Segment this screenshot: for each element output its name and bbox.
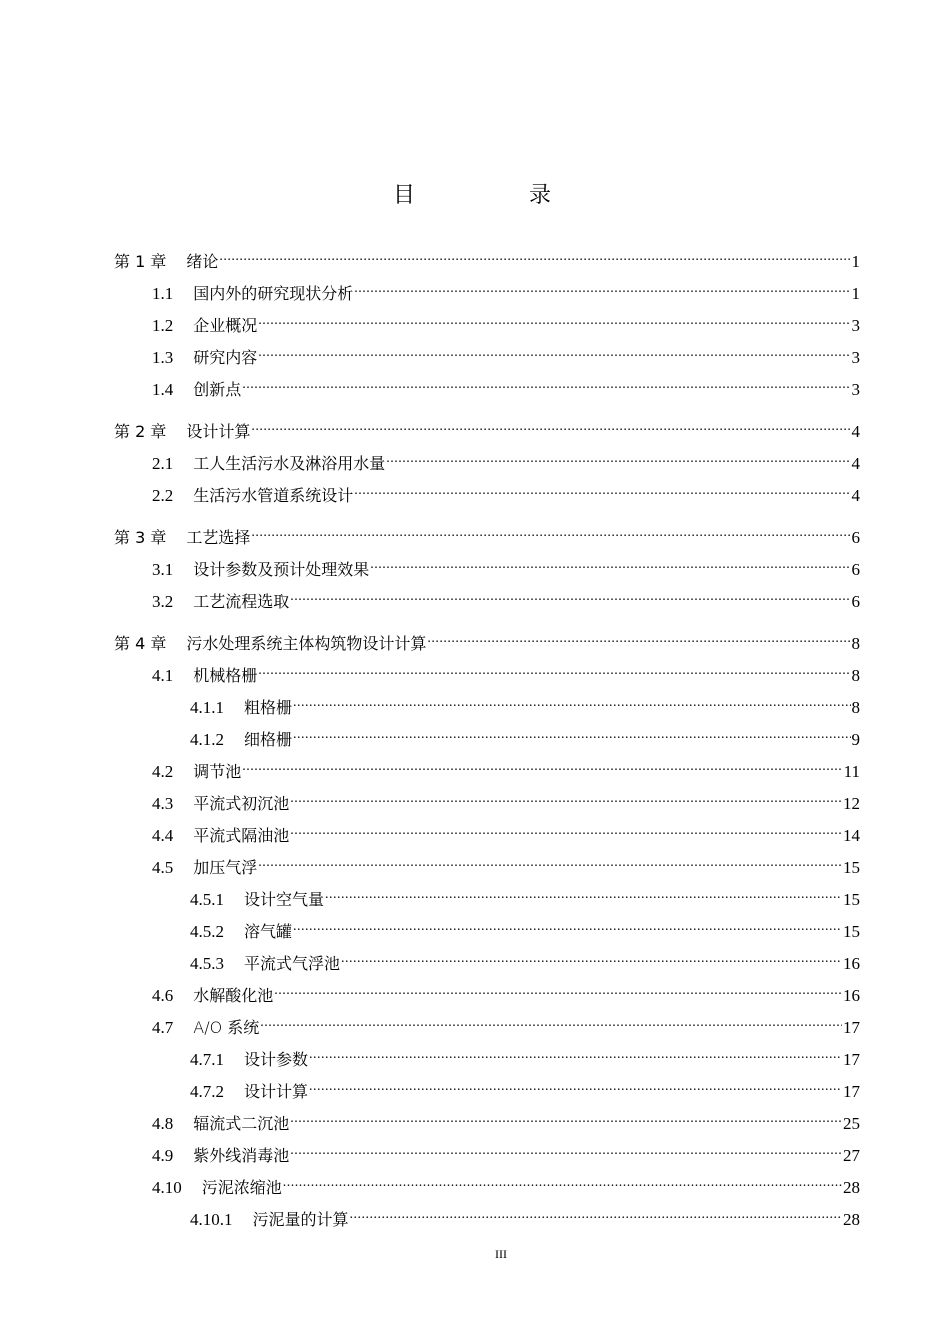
- toc-entry-page-number: 17: [843, 1082, 860, 1101]
- toc-title: 目 录: [392, 183, 597, 208]
- toc-entry-section[interactable]: [114, 1108, 860, 1140]
- toc-entry-label: 平流式隔油池: [193, 826, 290, 845]
- toc-dot-leader: [258, 661, 850, 681]
- toc-entry-label: 设计参数及预计处理效果: [193, 560, 370, 579]
- toc-entry-label: 国内外的研究现状分析: [193, 284, 354, 303]
- toc-entry-section[interactable]: [114, 278, 860, 310]
- toc-entry-number: 第 4 章: [114, 634, 167, 653]
- toc-entry-subsection[interactable]: [114, 1204, 860, 1236]
- toc-dot-leader: [242, 757, 842, 777]
- toc-entry-label: 设计计算: [186, 422, 251, 441]
- toc-dot-leader: [258, 311, 850, 331]
- toc-entry-number: 4.2: [152, 762, 174, 781]
- toc-dot-leader: [290, 789, 842, 809]
- toc-entry-page-number: 28: [843, 1178, 860, 1197]
- toc-entry-page-number: 16: [843, 986, 860, 1005]
- toc-entry-label: 平流式气浮池: [244, 954, 341, 973]
- toc-entry-number: 4.1.2: [190, 730, 224, 749]
- toc-dot-leader: [251, 523, 850, 543]
- toc-dot-leader: [386, 449, 850, 469]
- toc-entry-label: 创新点: [193, 380, 242, 399]
- toc-entry-label: 企业概况: [193, 316, 258, 335]
- toc-entry-number: 1.4: [152, 380, 174, 399]
- toc-entry-subsection[interactable]: [114, 1044, 860, 1076]
- toc-entry-label: 工艺流程选取: [193, 592, 290, 611]
- toc-entry-page-number: 17: [843, 1050, 860, 1069]
- toc-entry-page-number: 16: [843, 954, 860, 973]
- toc-entry-number: 第 3 章: [114, 528, 167, 547]
- toc-dot-leader: [260, 1013, 842, 1033]
- toc-entry-label: 绪论: [186, 252, 219, 271]
- toc-dot-leader: [293, 693, 850, 713]
- toc-entry-label: 机械格栅: [193, 666, 258, 685]
- toc-dot-leader: [219, 247, 850, 267]
- toc-dot-leader: [251, 417, 850, 437]
- toc-entry-subsection[interactable]: [114, 916, 860, 948]
- toc-entry-page-number: 4: [851, 422, 860, 441]
- toc-dot-leader: [370, 555, 850, 575]
- toc-entry-label: 加压气浮: [193, 858, 258, 877]
- toc-entry-section[interactable]: [114, 1172, 860, 1204]
- toc-entry-label: 工艺选择: [186, 528, 251, 547]
- toc-entry-page-number: 17: [843, 1018, 860, 1037]
- toc-entry-number: 4.5.2: [190, 922, 224, 941]
- toc-entry-section[interactable]: [114, 480, 860, 512]
- toc-entry-label: 污水处理系统主体构筑物设计计算: [186, 634, 427, 653]
- toc-entry-subsection[interactable]: [114, 1076, 860, 1108]
- toc-entry-chapter[interactable]: [114, 522, 860, 554]
- toc-entry-number: 4.5.3: [190, 954, 224, 973]
- toc-dot-leader: [290, 1109, 842, 1129]
- toc-entry-page-number: 27: [843, 1146, 860, 1165]
- toc-entry-number: 4.1.1: [190, 698, 224, 717]
- toc-dot-leader: [341, 949, 842, 969]
- toc-entry-section[interactable]: [114, 1140, 860, 1172]
- toc-entry-number: 4.10.1: [190, 1210, 233, 1229]
- toc-entry-number: 4.7.2: [190, 1082, 224, 1101]
- toc-dot-leader: [325, 885, 842, 905]
- toc-entry-section[interactable]: [114, 756, 860, 788]
- toc-entry-page-number: 1: [851, 284, 860, 303]
- toc-entry-label: 污泥浓缩池: [201, 1178, 282, 1197]
- toc-entry-page-number: 6: [851, 528, 860, 547]
- toc-entry-label: 辐流式二沉池: [193, 1114, 290, 1133]
- toc-entry-section[interactable]: [114, 980, 860, 1012]
- toc-entry-section[interactable]: [114, 820, 860, 852]
- toc-entry-number: 3.2: [152, 592, 174, 611]
- toc-entry-page-number: 28: [843, 1210, 860, 1229]
- toc-entry-section[interactable]: [114, 342, 860, 374]
- toc-entry-number: 4.4: [152, 826, 174, 845]
- toc-entry-page-number: 6: [851, 560, 860, 579]
- toc-entry-number: 4.8: [152, 1114, 174, 1133]
- toc-entry-page-number: 1: [851, 252, 860, 271]
- toc-entry-number: 4.1: [152, 666, 174, 685]
- toc-entry-label: 水解酸化池: [193, 986, 274, 1005]
- toc-dot-leader: [354, 279, 850, 299]
- toc-entry-label: 调节池: [193, 762, 242, 781]
- toc-entry-section[interactable]: [114, 310, 860, 342]
- toc-entry-page-number: 8: [851, 634, 860, 653]
- page-footer-number: III: [495, 1247, 507, 1261]
- toc-entry-number: 4.5: [152, 858, 174, 877]
- toc-entry-page-number: 8: [851, 698, 860, 717]
- toc-entry-label: 污泥量的计算: [252, 1210, 349, 1229]
- toc-entry-page-number: 3: [851, 380, 860, 399]
- toc-dot-leader: [258, 343, 850, 363]
- toc-dot-leader: [258, 853, 842, 873]
- toc-entry-page-number: 9: [851, 730, 860, 749]
- toc-entry-page-number: 4: [851, 454, 860, 473]
- toc-entry-number: 2.1: [152, 454, 174, 473]
- toc-entry-subsection[interactable]: [114, 884, 860, 916]
- toc-entry-label: 生活污水管道系统设计: [193, 486, 354, 505]
- toc-entry-section[interactable]: [114, 788, 860, 820]
- toc-entry-section[interactable]: [114, 448, 860, 480]
- toc-dot-leader: [293, 917, 842, 937]
- toc-dot-leader: [293, 725, 850, 745]
- toc-dot-leader: [242, 375, 850, 395]
- toc-entry-number: 1.2: [152, 316, 174, 335]
- toc-entry-page-number: 3: [851, 316, 860, 335]
- toc-entry-page-number: 15: [843, 890, 860, 909]
- toc-list: [114, 246, 860, 1236]
- toc-entry-page-number: 12: [843, 794, 860, 813]
- toc-entry-section[interactable]: [114, 586, 860, 618]
- toc-dot-leader: [354, 481, 850, 501]
- toc-entry-section[interactable]: [114, 852, 860, 884]
- toc-dot-leader: [427, 629, 850, 649]
- toc-entry-number: 4.7.1: [190, 1050, 224, 1069]
- toc-entry-page-number: 25: [843, 1114, 860, 1133]
- toc-entry-label: 紫外线消毒池: [193, 1146, 290, 1165]
- toc-entry-chapter[interactable]: [114, 416, 860, 448]
- toc-entry-section[interactable]: [114, 1012, 860, 1044]
- toc-entry-page-number: 15: [843, 858, 860, 877]
- toc-dot-leader: [274, 981, 842, 1001]
- toc-dot-leader: [283, 1173, 842, 1193]
- toc-entry-label: 设计参数: [244, 1050, 309, 1069]
- toc-entry-chapter[interactable]: [114, 628, 860, 660]
- toc-entry-label: 平流式初沉池: [193, 794, 290, 813]
- toc-dot-leader: [350, 1205, 842, 1225]
- toc-entry-label: 工人生活污水及淋浴用水量: [193, 454, 386, 473]
- toc-entry-number: 第 2 章: [114, 422, 167, 441]
- toc-entry-number: 1.1: [152, 284, 174, 303]
- toc-entry-label: 细格栅: [244, 730, 293, 749]
- toc-entry-number: 3.1: [152, 560, 174, 579]
- toc-entry-label: A/O 系统: [193, 1018, 260, 1037]
- toc-entry-page-number: 14: [843, 826, 860, 845]
- toc-entry-section[interactable]: [114, 660, 860, 692]
- toc-entry-subsection[interactable]: [114, 948, 860, 980]
- toc-entry-chapter[interactable]: [114, 246, 860, 278]
- toc-dot-leader: [290, 587, 850, 607]
- toc-entry-label: 粗格栅: [244, 698, 293, 717]
- toc-entry-page-number: 15: [843, 922, 860, 941]
- toc-entry-subsection[interactable]: [114, 692, 860, 724]
- toc-entry-label: 溶气罐: [244, 922, 293, 941]
- toc-entry-page-number: 8: [851, 666, 860, 685]
- toc-entry-section[interactable]: [114, 374, 860, 406]
- toc-entry-label: 设计计算: [244, 1082, 309, 1101]
- toc-dot-leader: [309, 1045, 842, 1065]
- toc-entry-number: 4.9: [152, 1146, 174, 1165]
- toc-dot-leader: [290, 821, 842, 841]
- toc-entry-number: 4.5.1: [190, 890, 224, 909]
- toc-entry-section[interactable]: [114, 554, 860, 586]
- toc-entry-page-number: 6: [851, 592, 860, 611]
- toc-entry-page-number: 4: [851, 486, 860, 505]
- toc-entry-label: 设计空气量: [244, 890, 325, 909]
- toc-entry-number: 4.3: [152, 794, 174, 813]
- toc-entry-subsection[interactable]: [114, 724, 860, 756]
- toc-entry-page-number: 3: [851, 348, 860, 367]
- toc-entry-number: 第 1 章: [114, 252, 167, 271]
- toc-dot-leader: [309, 1077, 842, 1097]
- toc-entry-label: 研究内容: [193, 348, 258, 367]
- toc-entry-page-number: 11: [843, 762, 860, 781]
- toc-entry-number: 4.7: [152, 1018, 174, 1037]
- toc-entry-number: 1.3: [152, 348, 174, 367]
- toc-entry-number: 4.10: [152, 1178, 182, 1197]
- toc-dot-leader: [290, 1141, 842, 1161]
- toc-entry-number: 4.6: [152, 986, 174, 1005]
- toc-entry-number: 2.2: [152, 486, 174, 505]
